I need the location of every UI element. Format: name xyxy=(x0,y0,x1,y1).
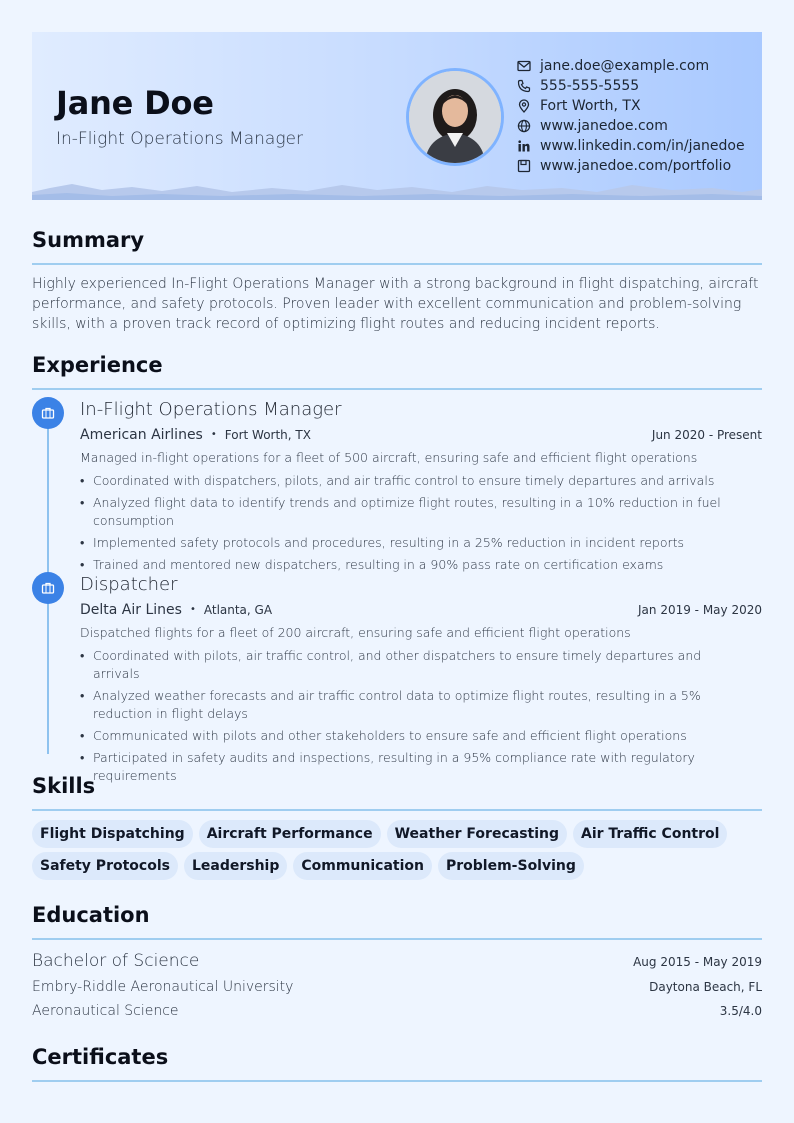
candidate-title: In-Flight Operations Manager xyxy=(56,129,303,149)
skill-chip: Communication xyxy=(293,852,432,880)
experience-heading: Experience xyxy=(32,353,163,377)
skill-chip: Safety Protocols xyxy=(32,852,178,880)
education-divider xyxy=(32,938,762,940)
skills-heading: Skills xyxy=(32,774,96,798)
globe-icon xyxy=(516,118,532,134)
list-item: • Coordinated with dispatchers, pilots, and air traffic control to ensure timely departures and arrivals xyxy=(80,472,750,490)
header-mountain-decoration xyxy=(32,180,762,200)
location-pin-icon xyxy=(516,98,532,114)
candidate-name: Jane Doe xyxy=(56,84,214,122)
resume-header xyxy=(32,32,762,200)
job-bullets xyxy=(80,472,750,578)
skills-list xyxy=(32,820,762,884)
education-degree: Bachelor of Science xyxy=(32,951,200,971)
job-title: In-Flight Operations Manager xyxy=(80,399,342,420)
summary-text: Highly experienced In-Flight Operations Manager with a strong background in flight dispatching, aircraft performance, and safety protocols. Proven leader with excellent communication and problem-solving skills, with a proven track record of optimizing flight routes and reducing incident reports. xyxy=(32,276,759,332)
contact-portfolio[interactable]: www.janedoe.com/portfolio xyxy=(516,156,745,176)
job-description: Managed in-flight operations for a fleet of 500 aircraft, ensuring safe and efficient flight operations xyxy=(80,450,698,465)
mail-icon xyxy=(516,58,532,74)
list-item: • Analyzed weather forecasts and air traffic control data to optimize flight routes, resulting in a 5% reduction in flight delays xyxy=(80,687,750,723)
contact-website[interactable]: www.janedoe.com xyxy=(516,116,745,136)
linkedin-icon xyxy=(516,138,532,154)
contact-phone[interactable]: 555-555-5555 xyxy=(516,76,745,96)
briefcase-icon xyxy=(32,397,64,429)
summary-divider xyxy=(32,263,762,265)
education-field: Aeronautical Science xyxy=(32,1003,179,1019)
skills-divider xyxy=(32,809,762,811)
skill-chip: Aircraft Performance xyxy=(199,820,381,848)
profile-photo xyxy=(406,68,504,166)
skill-chip: Problem-Solving xyxy=(438,852,584,880)
skill-chip: Weather Forecasting xyxy=(387,820,567,848)
experience-divider xyxy=(32,388,762,390)
portfolio-icon xyxy=(516,158,532,174)
job-bullets xyxy=(80,647,750,789)
skill-chip: Flight Dispatching xyxy=(32,820,193,848)
list-item: • Participated in safety audits and inspections, resulting in a 95% compliance rate with regulatory requirements xyxy=(80,749,750,785)
contact-list xyxy=(516,56,745,176)
education-dates: Aug 2015 - May 2019 xyxy=(633,955,762,969)
education-school: Embry-Riddle Aeronautical University xyxy=(32,979,294,995)
education-heading: Education xyxy=(32,903,150,927)
list-item: • Trained and mentored new dispatchers, resulting in a 90% pass rate on certification exams xyxy=(80,556,750,574)
phone-icon xyxy=(516,78,532,94)
job-dates: Jan 2019 - May 2020 xyxy=(638,603,762,617)
education-gpa: 3.5/4.0 xyxy=(719,1004,762,1018)
list-item: • Analyzed flight data to identify trends and optimize flight routes, resulting in a 10% reduction in fuel consumption xyxy=(80,494,750,530)
certificates-divider xyxy=(32,1080,762,1082)
certificates-heading: Certificates xyxy=(32,1045,169,1069)
job-company: Delta Air Lines • Atlanta, GA xyxy=(80,602,273,618)
job-description: Dispatched flights for a fleet of 200 aircraft, ensuring safe and efficient flight operations xyxy=(80,625,631,640)
summary-heading: Summary xyxy=(32,228,145,252)
contact-linkedin[interactable]: www.linkedin.com/in/janedoe xyxy=(516,136,745,156)
list-item: • Implemented safety protocols and procedures, resulting in a 25% reduction in incident reports xyxy=(80,534,750,552)
contact-email[interactable]: jane.doe@example.com xyxy=(516,56,745,76)
job-dates: Jun 2020 - Present xyxy=(651,428,762,442)
job-company: American Airlines • Fort Worth, TX xyxy=(80,427,311,443)
skill-chip: Air Traffic Control xyxy=(573,820,727,848)
list-item: • Coordinated with pilots, air traffic control, and other dispatchers to ensure timely departures and arrivals xyxy=(80,647,750,683)
education-location: Daytona Beach, FL xyxy=(649,980,762,994)
briefcase-icon xyxy=(32,572,64,604)
job-title: Dispatcher xyxy=(80,574,178,595)
contact-location: Fort Worth, TX xyxy=(516,96,745,116)
list-item: • Communicated with pilots and other stakeholders to ensure safe and efficient flight operations xyxy=(80,727,750,745)
skill-chip: Leadership xyxy=(184,852,287,880)
